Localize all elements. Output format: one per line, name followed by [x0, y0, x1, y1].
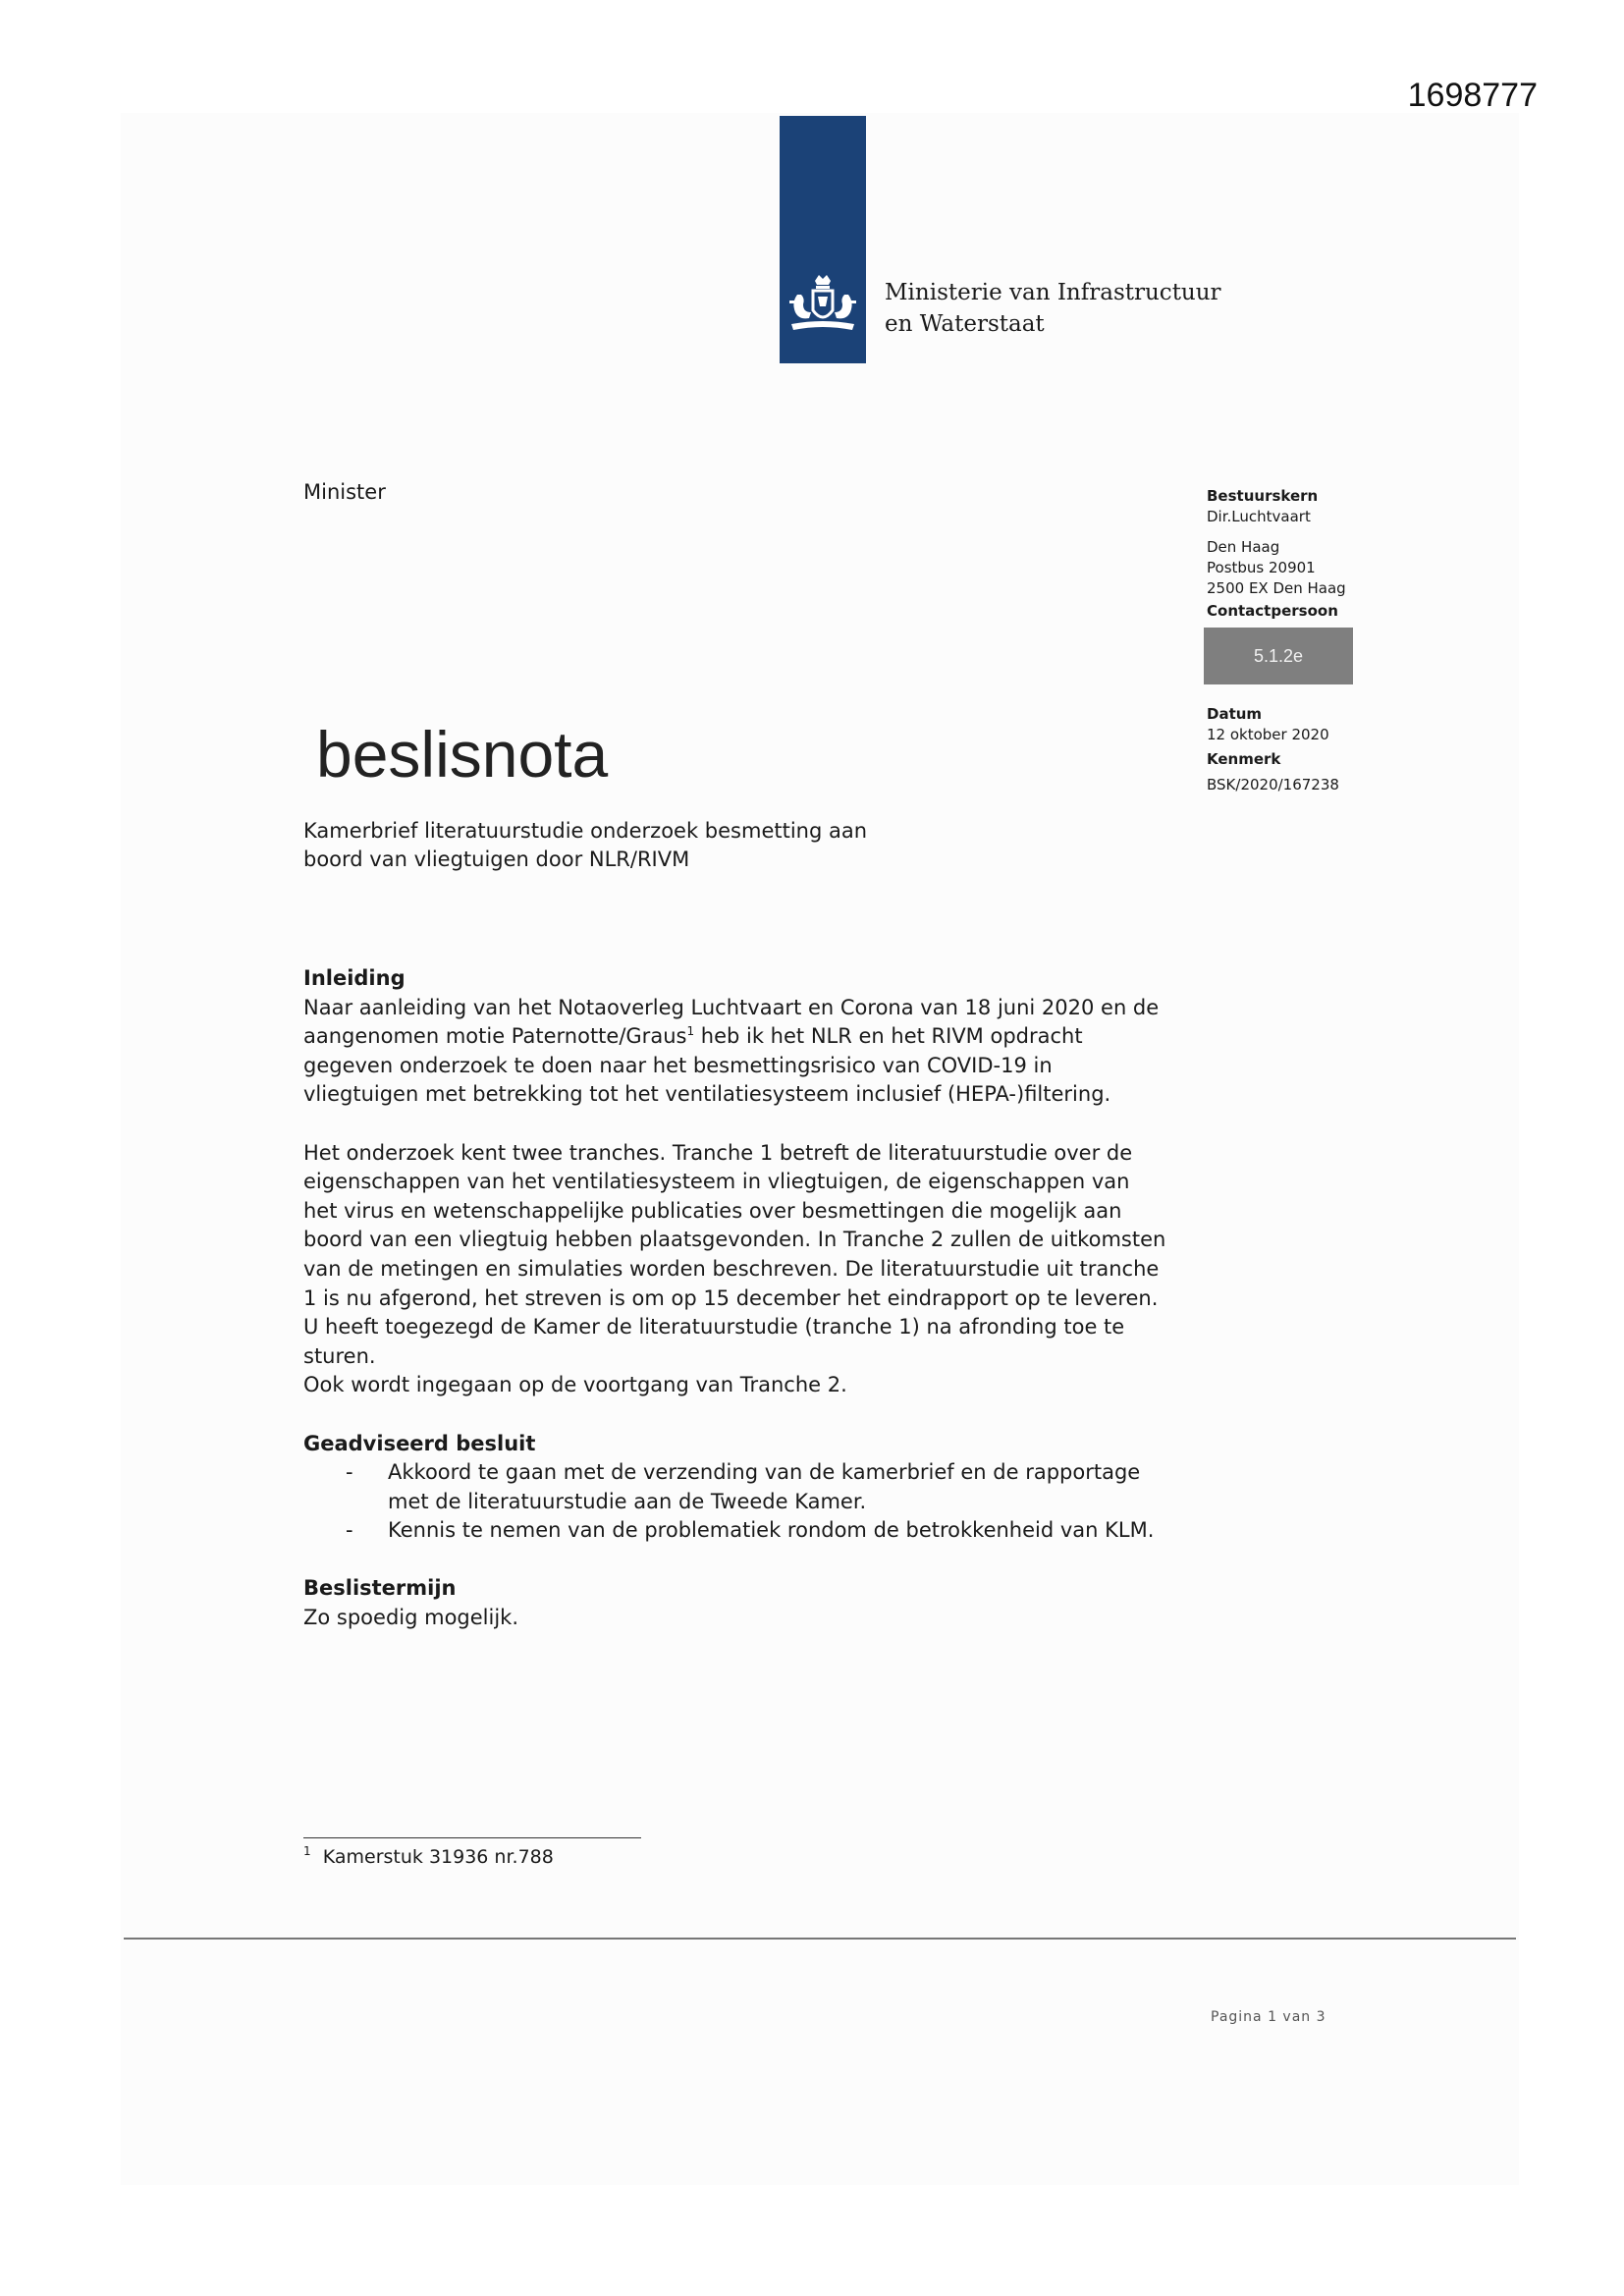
- inleiding-p1-part-b: heb ik het NLR en het RIVM opdracht gegeven onderzoek te doen naar het besmettingsrisico van COVID-19 in vliegtuigen met betrekking tot het ventilatiesysteem inclusief (HEPA-)filtering.: [303, 1024, 1111, 1107]
- directorate: Dir.Luchtvaart: [1207, 508, 1311, 525]
- address-postcode: 2500 EX Den Haag: [1207, 579, 1346, 597]
- inleiding-paragraph-3: U heeft toegezegd de Kamer de literatuurstudie (tranche 1) na afronding toe te sturen.: [303, 1315, 1125, 1368]
- termijn-heading: Beslistermijn: [303, 1576, 457, 1601]
- page-number: Pagina 1 van 3: [1211, 2009, 1326, 2025]
- address-postbus: Postbus 20901: [1207, 559, 1316, 576]
- contact-label: Contactpersoon: [1207, 602, 1338, 620]
- coat-of-arms-icon: [785, 273, 860, 344]
- page-divider: [124, 1938, 1516, 1940]
- ministry-name-line1: Ministerie van Infrastructuur: [885, 280, 1221, 305]
- addressee: Minister: [303, 480, 386, 504]
- inleiding-heading: Inleiding: [303, 966, 406, 990]
- contact-redaction: 5.1.2e: [1204, 628, 1353, 684]
- document-title: beslisnota: [316, 718, 609, 791]
- kenmerk-value: BSK/2020/167238: [1207, 776, 1339, 793]
- inleiding-paragraph-2: Het onderzoek kent twee tranches. Tranche 1 betreft de literatuurstudie over de eigenschappen van het ventilatiesysteem in vliegtuigen, de eigenschappen van het virus en wetenschappelijke publicaties over besmettingen die mogelijk aan boord van een vliegtuig hebben plaatsgevonden. In Tranche 2 zullen de uitkomsten van de metingen en simulaties worden beschreven. De literatuurstudie uit tranche 1 is nu afgerond, het streven is om op 15 december het eindrapport op te leveren.: [303, 1140, 1166, 1310]
- subject-line2: boord van vliegtuigen door NLR/RIVM: [303, 847, 690, 871]
- besluit-heading: Geadviseerd besluit: [303, 1431, 536, 1455]
- datum-value: 12 oktober 2020: [1207, 726, 1329, 743]
- subject: [303, 817, 991, 874]
- besluit-list: [303, 1458, 1167, 1546]
- footnote-divider: [303, 1837, 641, 1838]
- footnote-reference: 1: [686, 1024, 695, 1039]
- termijn-text: Zo spoedig mogelijk.: [303, 1606, 519, 1630]
- bestuurskern-label: Bestuurskern: [1207, 487, 1319, 505]
- footnote-text: Kamerstuk 31936 nr.788: [322, 1846, 554, 1868]
- inleiding-paragraph-4: Ook wordt ingegaan op de voortgang van Tranche 2.: [303, 1373, 847, 1397]
- address-city: Den Haag: [1207, 538, 1280, 556]
- subject-line1: Kamerbrief literatuurstudie onderzoek besmetting aan: [303, 819, 868, 843]
- kenmerk-label: Kenmerk: [1207, 750, 1281, 768]
- datum-label: Datum: [1207, 705, 1263, 723]
- inleiding-paragraph-1: [303, 994, 1167, 1110]
- list-item: - Kennis te nemen van de problematiek rondom de betrokkenheid van KLM.: [346, 1518, 1155, 1543]
- ministry-name: [885, 277, 1221, 340]
- sender-sidebar: [1207, 486, 1403, 795]
- footnote-number: 1: [303, 1844, 311, 1858]
- footnote: [303, 1846, 554, 1868]
- ministry-name-line2: en Waterstaat: [885, 311, 1045, 337]
- document-body: [303, 964, 1167, 1633]
- ministry-logo-bar: [780, 116, 866, 363]
- document-number: 1698777: [1407, 77, 1538, 114]
- inleiding-p1-part-a: Naar aanleiding van het Notaoverleg Luchtvaart en Corona van 18 juni 2020 en de aangenomen motie Paternotte/Graus: [303, 995, 1160, 1049]
- list-item: - Akkoord te gaan met de verzending van de kamerbrief en de rapportage met de literatuurstudie aan de Tweede Kamer.: [346, 1460, 1141, 1513]
